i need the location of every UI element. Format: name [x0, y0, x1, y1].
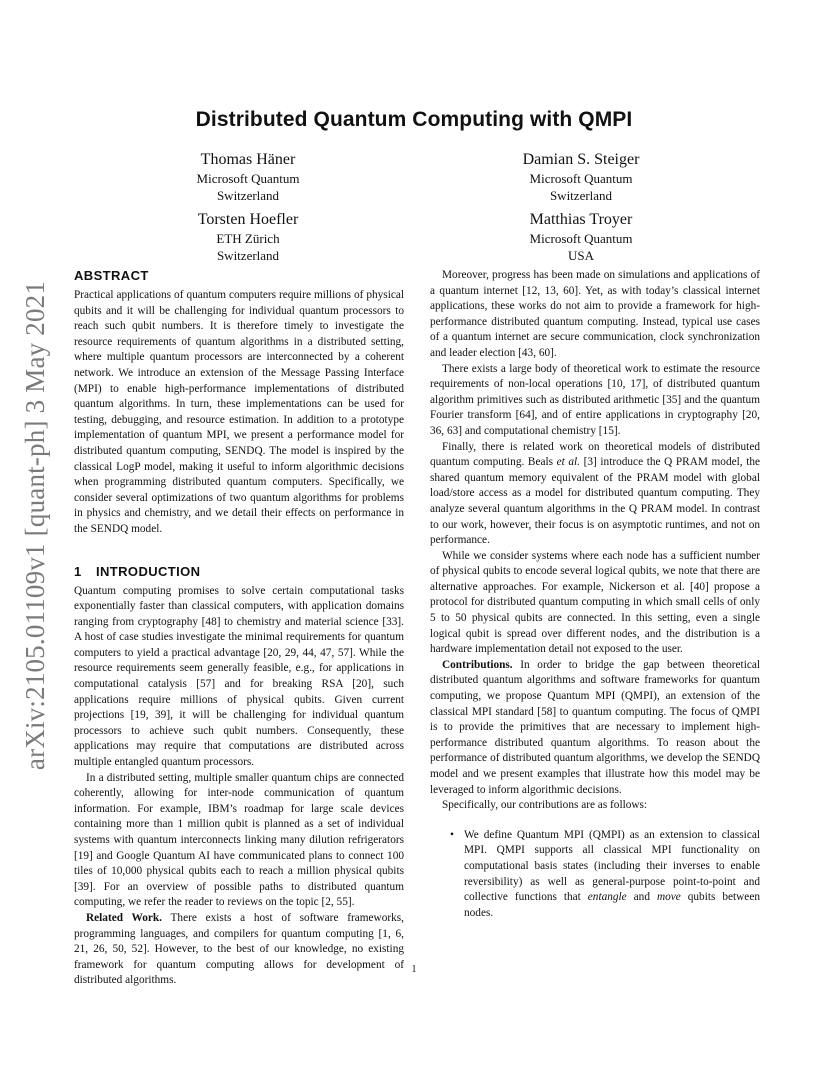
section-title: INTRODUCTION	[96, 563, 201, 579]
author-name: Torsten Hoefler	[197, 211, 299, 228]
paragraph-text: [3] introduce the Q PRAM model, the shared quantum memory equivalent of the PRAM model with global load/store access as a model for distributed quantum computing. They analyze several quantum algorithms in the Q PRAM model. In contrast to our work, however, their focus is on asymptotic runtimes, and not on performance.	[430, 456, 760, 547]
abstract-heading: ABSTRACT	[74, 268, 149, 283]
contributions-paragraph	[430, 658, 760, 798]
intro-paragraph: There exists a large body of theoretical work to estimate the resource requirements of non-local operations [10, 17], of distributed quantum algorithm primitives such as distributed arithmetic [35] and the quantum Fourier transform [64], and of entire applications in cryptography [20, 36, 63] and computational chemistry [15].	[430, 362, 760, 437]
paper-title: Distributed Quantum Computing with QMPI	[195, 108, 633, 131]
related-work-label: Related Work.	[86, 911, 162, 924]
intro-paragraph: Specifically, our contributions are as follows:	[442, 799, 648, 812]
list-item-text: and	[626, 891, 657, 904]
author-affiliation: Microsoft Quantum	[529, 171, 633, 186]
left-column	[74, 268, 404, 989]
list-item	[452, 828, 760, 922]
contributions-text: In order to bridge the gap between theoretical distributed quantum algorithms and software frameworks for quantum computing, we propose Quantum MPI (QMPI), an extension of the classical MPI standard [58] to quantum computing. The focus of QMPI is to provide the primitives that are necessary to implement high-performance distributed quantum algorithms. To reason about the performance of distributed quantum algorithms, we develop the SENDQ model and we present examples that illustrate how this model may be leveraged to inform algorithmic decisions.	[430, 658, 760, 796]
emphasis-text: et al.	[556, 456, 581, 469]
author-block-3	[138, 210, 358, 264]
section-number: 1	[74, 563, 82, 579]
page-number: 1	[411, 964, 417, 975]
author-affiliation: Microsoft Quantum	[196, 171, 300, 186]
list-item-text: qubits between nodes.	[464, 891, 760, 919]
author-affiliation: ETH Zürich	[216, 231, 280, 246]
author-country: Switzerland	[216, 188, 280, 203]
author-affiliation: Microsoft Quantum	[529, 231, 633, 246]
intro-paragraph	[430, 440, 760, 549]
author-block-1	[138, 150, 358, 204]
right-column-continued	[430, 268, 760, 921]
author-block-4	[471, 210, 691, 264]
abstract-text: Practical applications of quantum computers require millions of physical qubits and it will be challenging for individual quantum processors to reach such qubit numbers. It is therefore timely to investigate the resource requirements of quantum algorithms in a distributed setting, where multiple quantum processors are interconnected by a coherent network. We introduce an extension of the Message Passing Interface (MPI) to enable high-performance implementations of distributed quantum algorithms. In turn, these implementations can be used for testing, debugging, and resource estimation. In addition to a prototype implementation of quantum MPI, we present a performance model for distributed quantum computing, SENDQ. The model is inspired by the classical LogP model, making it useful to inform algorithmic decisions when programming distributed quantum computers. Specifically, we consider several optimizations of two quantum algorithms for problems in physics and chemistry, and we detail their effects on performance in the SENDQ model.	[74, 289, 404, 535]
related-work-text: There exists a host of software frameworks, programming languages, and compilers for quantum computing [1, 6, 21, 26, 50, 52]. However, to the best of our knowledge, no existing framework for quantum computing allows for development of distributed algorithms.	[74, 911, 404, 987]
emphasis-text: entangle	[587, 891, 627, 904]
author-name: Matthias Troyer	[529, 211, 633, 228]
arxiv-identifier-text: arXiv:2105.01109v1 [quant-ph] 3 May 2021	[20, 280, 51, 770]
author-name: Thomas Häner	[200, 151, 296, 168]
intro-paragraph: While we consider systems where each node has a sufficient number of physical qubits to encode several logical qubits, we note that there are alternative approaches. For example, Nickerson et al. [40] propose a protocol for distributed quantum computing in which small cells of only 5 to 50 physical qubits are connected. In this setting, even a single logical qubit is spread over different nodes, and the distribution is a hardware implementation detail not exposed to the user.	[430, 549, 760, 656]
contributions-list	[430, 828, 760, 922]
contributions-label: Contributions.	[442, 658, 513, 671]
paragraph-text: Finally, there is related work on theoretical models of distributed quantum computing. Beals	[430, 440, 760, 469]
author-country: Switzerland	[216, 248, 280, 263]
emphasis-text: move	[656, 891, 681, 904]
author-name: Damian S. Steiger	[522, 151, 640, 168]
related-work-paragraph	[74, 911, 404, 989]
author-block-2	[471, 150, 691, 204]
list-item-text: We define Quantum MPI (QMPI) as an extension to classical MPI. QMPI supports all classical MPI functionality on computational basis states (including their inverses to enable reversibility) as well as general-purpose point-to-point and collective functions that	[464, 828, 760, 904]
arxiv-identifier-stamp	[19, 270, 53, 780]
intro-paragraph: Quantum computing promises to solve certain computational tasks exponentially faster than classical computers, with application domains ranging from cryptography [48] to chemistry and material science [33]. A host of case studies investigate the minimal requirements for quantum computers to yield a practical advantage [20, 29, 44, 47, 57]. While the resource requirements seem generally feasible, e.g., for applications in computational catalysis [57] and for breaking RSA [20], such applications require millions of physical qubits. Given current projections [19, 39], it will be challenging for individual quantum processors to achieve such qubit numbers. Consequently, these applications may require that computations are distributed across multiple entangled quantum processors.	[74, 584, 404, 769]
introduction-heading	[74, 564, 404, 580]
author-country: Switzerland	[549, 188, 613, 203]
intro-paragraph: In a distributed setting, multiple smaller quantum chips are connected coherently, allowing for inter-node communication of quantum information. For example, IBM’s roadmap for large scale devices containing more than 1 million qubit is planned as a set of individual systems with quantum interconnects linking many dilution refrigerators [19] and Google Quantum AI have communicated plans to connect 100 tiles of 10,000 physical qubits each to reach a million physical qubits [39]. For an overview of possible paths to distributed quantum computing, we refer the reader to reviews on the topic [2, 55].	[74, 771, 404, 909]
intro-paragraph: Moreover, progress has been made on simulations and applications of a quantum internet [12, 13, 60]. Yet, as with today’s classical internet applications, these works do not aim to provide a framework for high-performance distributed quantum computing. Instead, typical use cases of a quantum internet are secure communication, clock synchronization and leader election [43, 60].	[430, 269, 760, 359]
author-country: USA	[567, 248, 594, 263]
